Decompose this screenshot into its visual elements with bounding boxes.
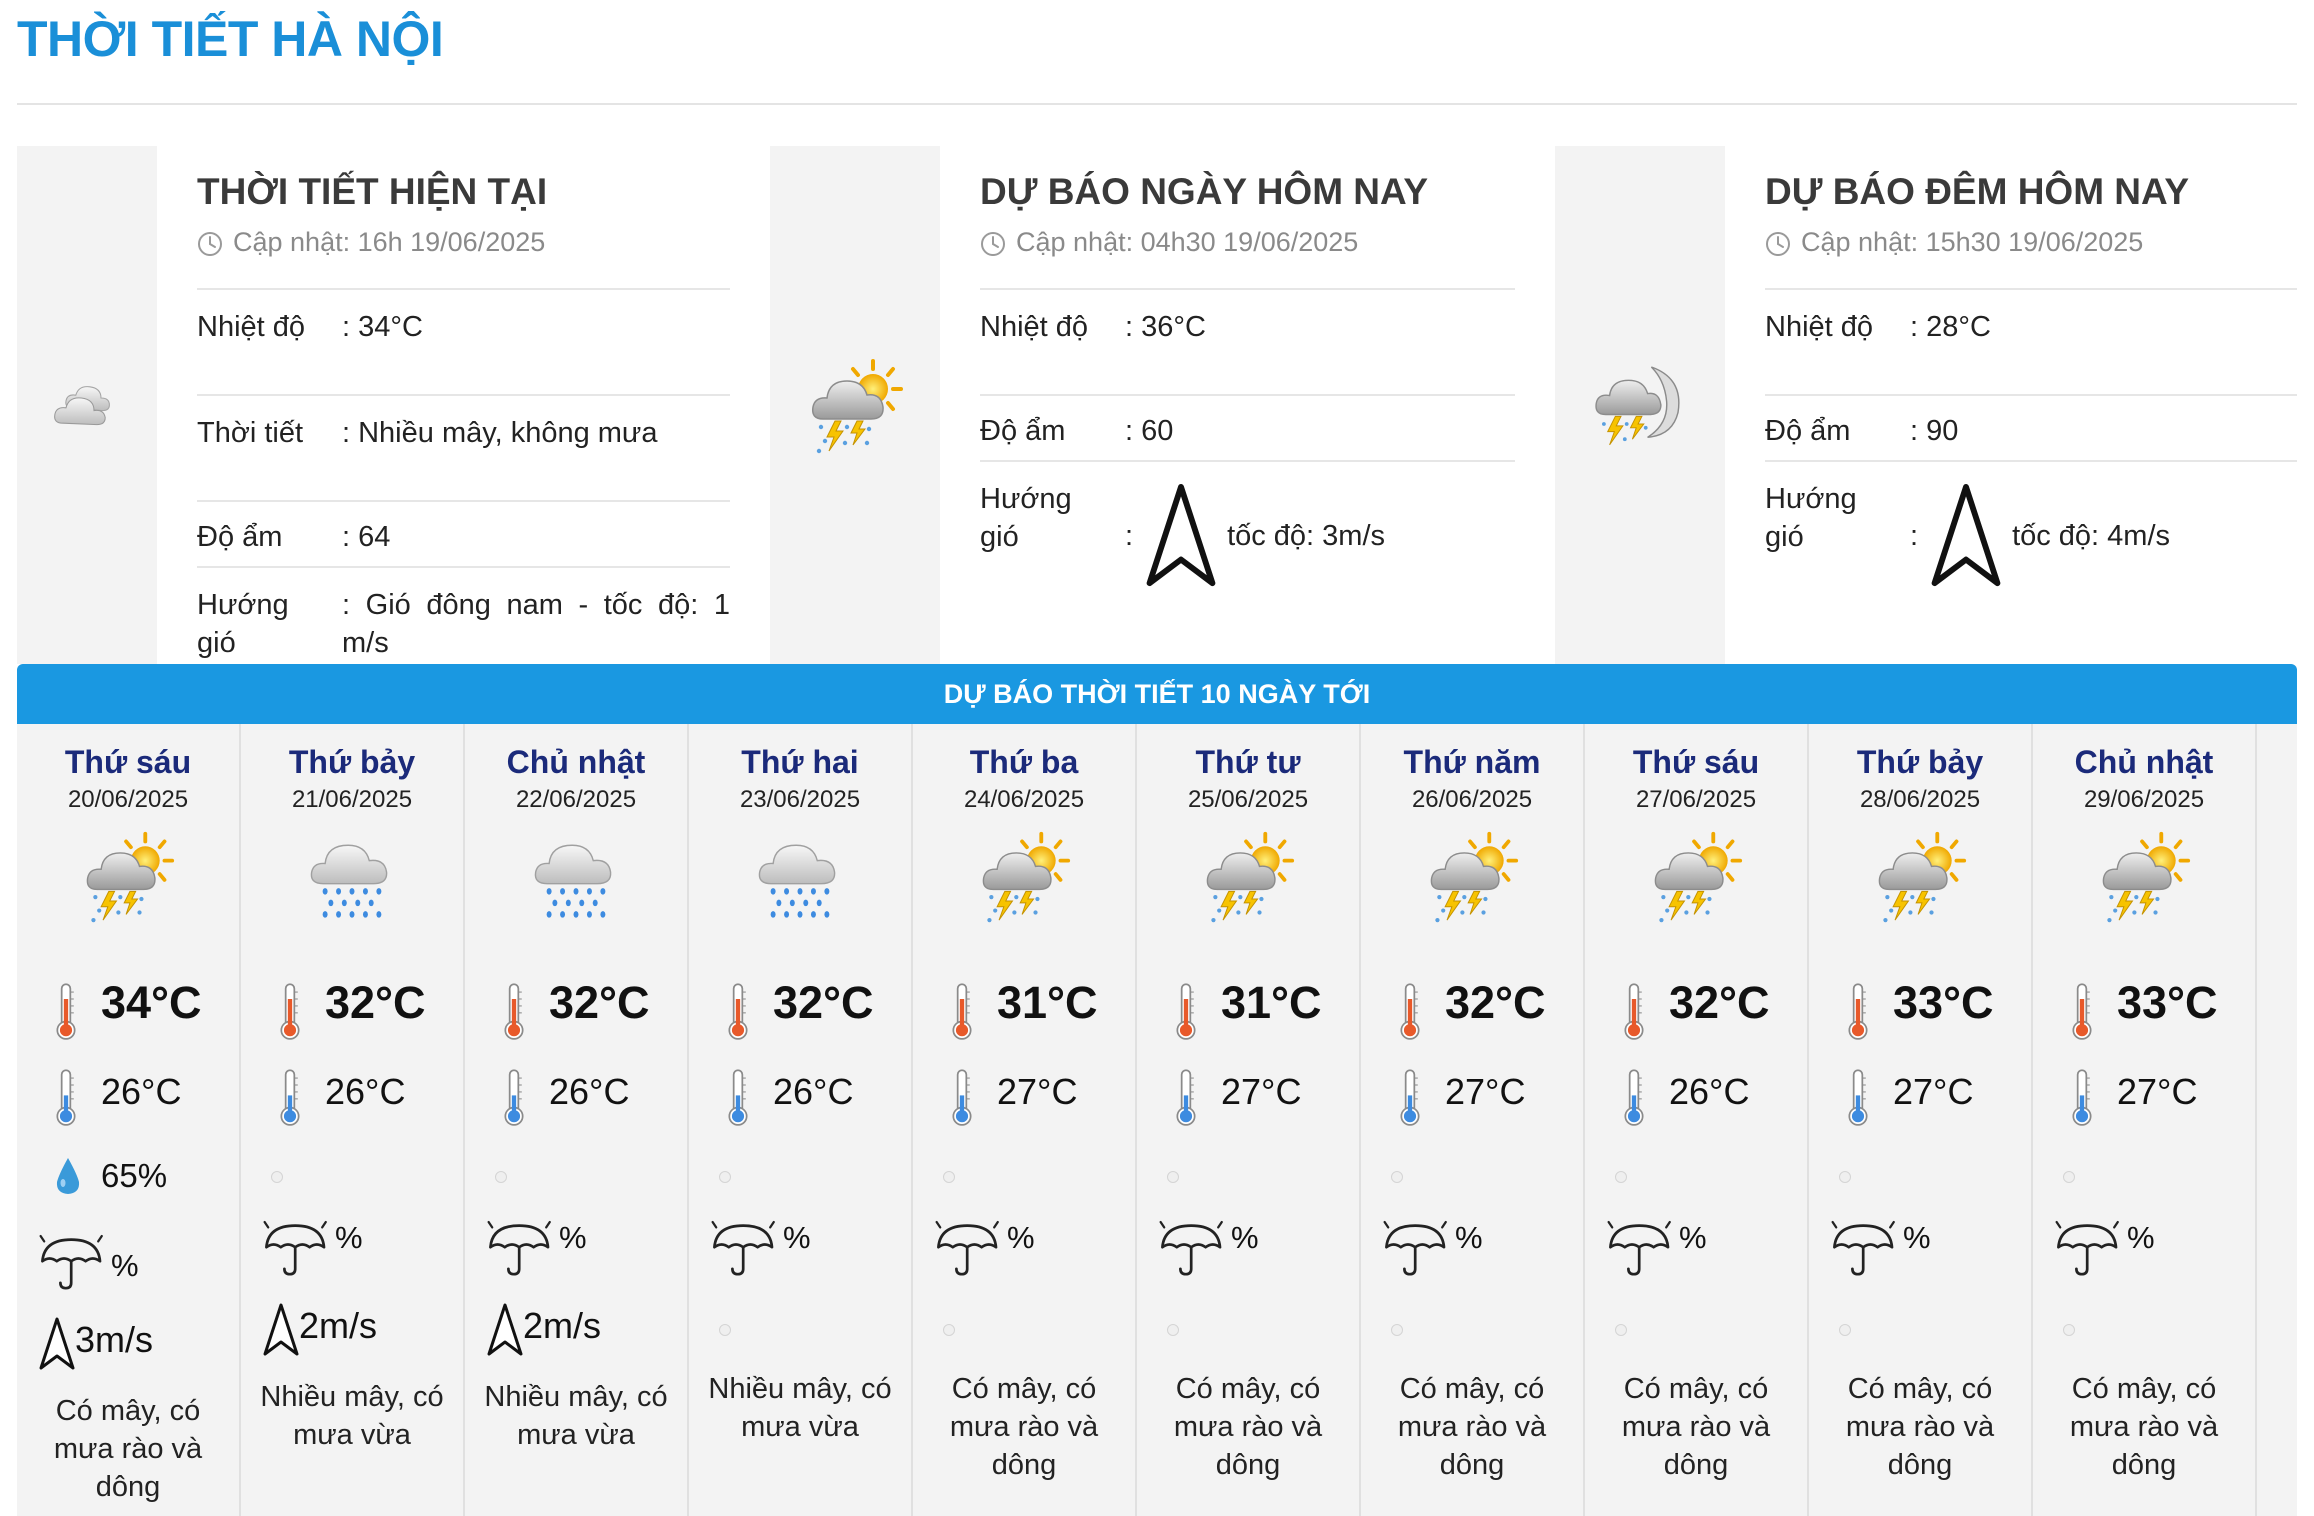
min-temp: 26°C [1669, 1071, 1750, 1112]
day-name: Thứ năm [1403, 744, 1541, 780]
tonight-wind-speed: tốc độ: 4m/s [2012, 520, 2171, 552]
weather-description: Có mây, có mưa rào và dông [1845, 1373, 1995, 1481]
max-temp: 31°C [997, 977, 1098, 1028]
thermometer-high-icon [2069, 980, 2095, 1044]
placeholder-dot [719, 1324, 731, 1336]
divider [980, 394, 1515, 396]
divider [197, 500, 730, 502]
max-temp: 31°C [1221, 977, 1322, 1028]
current-temp-value: : 34°C [342, 311, 423, 343]
weather-description: Nhiều mây, có mưa vừa [484, 1381, 668, 1451]
placeholder-dot [1615, 1324, 1627, 1336]
current-updated [197, 212, 545, 272]
thermometer-low-icon [1397, 1066, 1423, 1130]
clock-icon [1765, 231, 1791, 257]
cloudy-icon [52, 370, 122, 440]
thermometer-low-icon [949, 1066, 975, 1130]
today-title: DỰ BÁO NGÀY HÔM NAY [980, 171, 1429, 212]
rain-chance: % [559, 1220, 587, 1255]
divider [1765, 460, 2297, 462]
today-icon-panel [770, 146, 940, 664]
day-date: 26/06/2025 [1411, 786, 1533, 813]
placeholder-dot [1167, 1324, 1179, 1336]
day-name: Thứ bảy [1856, 744, 1984, 780]
thermometer-high-icon [1397, 980, 1423, 1044]
day-date: 24/06/2025 [963, 786, 1085, 813]
tonight-temp-value: : 28°C [1910, 311, 1991, 343]
forecast-day-column [1585, 724, 1809, 1516]
min-temp: 27°C [1445, 1071, 1526, 1112]
sun-thunderstorm-icon [1424, 828, 1520, 924]
wind-direction-arrow-icon [261, 1302, 301, 1358]
sun-thunderstorm-icon [1200, 828, 1296, 924]
thermometer-low-icon [1621, 1066, 1647, 1130]
thermometer-low-icon [1173, 1066, 1199, 1130]
placeholder-dot [495, 1171, 507, 1183]
humidity-value: 65% [101, 1157, 168, 1194]
rain-chance: % [1679, 1220, 1707, 1255]
weather-description: Có mây, có mưa rào và dông [1397, 1373, 1547, 1481]
min-temp: 27°C [1221, 1071, 1302, 1112]
day-name: Chủ nhật [2074, 744, 2214, 780]
day-date: 21/06/2025 [291, 786, 413, 813]
tonight-forecast-card [1555, 146, 2297, 664]
placeholder-dot [1391, 1324, 1403, 1336]
day-date: 20/06/2025 [67, 786, 189, 813]
thermometer-high-icon [949, 980, 975, 1044]
min-temp: 26°C [101, 1071, 182, 1112]
current-temp-label: Nhiệt độ [197, 311, 306, 343]
current-humidity-label: Độ ẩm [197, 521, 283, 553]
umbrella-icon [1829, 1220, 1901, 1278]
day-date: 29/06/2025 [2083, 786, 2205, 813]
rain-cloud-icon [752, 828, 848, 924]
day-name: Thứ hai [741, 744, 859, 780]
forecast-grid [17, 724, 2297, 1516]
tonight-wind-value [1910, 476, 2297, 596]
day-date: 22/06/2025 [515, 786, 637, 813]
forecast-header: DỰ BÁO THỜI TIẾT 10 NGÀY TỚI [17, 664, 2297, 724]
today-wind-speed: tốc độ: 3m/s [1227, 520, 1386, 552]
today-humidity-label: Độ ẩm [980, 415, 1066, 447]
divider [1765, 288, 2297, 290]
thermometer-high-icon [1621, 980, 1647, 1044]
max-temp: 32°C [1445, 977, 1546, 1028]
rain-chance: % [783, 1220, 811, 1255]
day-date: 23/06/2025 [739, 786, 861, 813]
current-humidity-value: : 64 [342, 521, 391, 553]
tonight-updated-text: Cập nhật: 15h30 19/06/2025 [1801, 227, 2144, 257]
tonight-title: DỰ BÁO ĐÊM HÔM NAY [1765, 171, 2190, 212]
placeholder-dot [2063, 1324, 2075, 1336]
day-name: Thứ bảy [288, 744, 416, 780]
tonight-wind-label: Hướng gió [1765, 483, 1857, 553]
today-humidity-value: : 60 [1125, 415, 1174, 447]
sun-thunderstorm-icon [2096, 828, 2192, 924]
wind-speed: 2m/s [523, 1305, 602, 1346]
rain-cloud-icon [304, 828, 400, 924]
today-updated [980, 212, 1358, 272]
today-temp-value: : 36°C [1125, 311, 1206, 343]
tonight-icon-panel [1555, 146, 1725, 664]
max-temp: 32°C [1669, 977, 1770, 1028]
umbrella-icon [933, 1220, 1005, 1278]
divider [980, 460, 1515, 462]
thermometer-low-icon [277, 1066, 303, 1130]
page-title: THỜI TIẾT HÀ NỘI [17, 11, 444, 67]
wind-colon: : [1910, 520, 1919, 552]
today-temp-label: Nhiệt độ [980, 311, 1089, 343]
tonight-humidity-value: : 90 [1910, 415, 1959, 447]
day-date: 25/06/2025 [1187, 786, 1309, 813]
umbrella-icon [709, 1220, 781, 1278]
divider [197, 394, 730, 396]
placeholder-dot [271, 1171, 283, 1183]
weather-description: Nhiều mây, có mưa vừa [260, 1381, 444, 1451]
weather-description: Có mây, có mưa rào và dông [53, 1395, 203, 1503]
wind-direction-arrow-icon [1926, 481, 2006, 591]
day-date: 27/06/2025 [1635, 786, 1757, 813]
sun-thunderstorm-icon [80, 828, 176, 924]
humidity-drop-icon [53, 1156, 83, 1196]
thermometer-high-icon [1173, 980, 1199, 1044]
day-name: Thứ sáu [64, 744, 192, 780]
tonight-temp-label: Nhiệt độ [1765, 311, 1874, 343]
today-wind-label: Hướng gió [980, 483, 1072, 553]
thermometer-high-icon [53, 980, 79, 1044]
placeholder-dot [1839, 1171, 1851, 1183]
current-wind-value: : Gió đông nam - tốc độ: 1 m/s [342, 589, 730, 659]
current-title: THỜI TIẾT HIỆN TẠI [197, 171, 548, 212]
day-name: Thứ sáu [1632, 744, 1760, 780]
placeholder-dot [719, 1171, 731, 1183]
thermometer-high-icon [501, 980, 527, 1044]
rain-chance: % [111, 1248, 139, 1283]
rain-chance: % [1903, 1220, 1931, 1255]
sun-thunderstorm-icon [805, 355, 905, 455]
thermometer-low-icon [501, 1066, 527, 1130]
weather-description: Nhiều mây, có mưa vừa [708, 1373, 892, 1443]
wind-direction-arrow-icon [37, 1316, 77, 1372]
umbrella-icon [1605, 1220, 1677, 1278]
weather-description: Có mây, có mưa rào và dông [2069, 1373, 2219, 1481]
current-updated-text: Cập nhật: 16h 19/06/2025 [233, 227, 546, 257]
max-temp: 33°C [1893, 977, 1994, 1028]
placeholder-dot [2063, 1171, 2075, 1183]
min-temp: 26°C [773, 1071, 854, 1112]
title-divider [17, 103, 2297, 105]
umbrella-icon [485, 1220, 557, 1278]
thermometer-high-icon [1845, 980, 1871, 1044]
min-temp: 26°C [549, 1071, 630, 1112]
max-temp: 32°C [549, 977, 650, 1028]
forecast-day-column [1361, 724, 1585, 1516]
current-icon-panel [17, 146, 157, 664]
max-temp: 33°C [2117, 977, 2218, 1028]
max-temp: 34°C [101, 977, 202, 1028]
weather-description: Có mây, có mưa rào và dông [949, 1373, 1099, 1481]
day-name: Thứ ba [969, 744, 1079, 780]
day-date: 28/06/2025 [1859, 786, 1981, 813]
tonight-updated [1765, 212, 2143, 272]
sun-thunderstorm-icon [1648, 828, 1744, 924]
wind-colon: : [1125, 520, 1134, 552]
current-wind-label: Hướng gió [197, 589, 289, 659]
divider [197, 288, 730, 290]
thermometer-high-icon [277, 980, 303, 1044]
umbrella-icon [261, 1220, 333, 1278]
forecast-day-column [913, 724, 1137, 1516]
thermometer-low-icon [725, 1066, 751, 1130]
wind-direction-arrow-icon [485, 1302, 525, 1358]
rain-chance: % [1007, 1220, 1035, 1255]
moon-thunderstorm-icon [1593, 358, 1688, 453]
placeholder-dot [1839, 1324, 1851, 1336]
forecast-day-column [1137, 724, 1361, 1516]
rain-chance: % [1231, 1220, 1259, 1255]
placeholder-dot [1167, 1171, 1179, 1183]
thermometer-low-icon [1845, 1066, 1871, 1130]
placeholder-dot [1391, 1171, 1403, 1183]
rain-chance: % [335, 1220, 363, 1255]
umbrella-icon [1157, 1220, 1229, 1278]
wind-speed: 2m/s [299, 1305, 378, 1346]
forecast-day-column [465, 724, 689, 1516]
sun-thunderstorm-icon [1872, 828, 1968, 924]
clock-icon [197, 231, 223, 257]
min-temp: 27°C [2117, 1071, 2198, 1112]
tonight-humidity-label: Độ ẩm [1765, 415, 1851, 447]
day-name: Chủ nhật [506, 744, 646, 780]
forecast-day-column [1809, 724, 2033, 1516]
forecast-day-column [2033, 724, 2257, 1516]
current-weather-label: Thời tiết [197, 417, 304, 449]
clock-icon [980, 231, 1006, 257]
umbrella-icon [1381, 1220, 1453, 1278]
rain-chance: % [1455, 1220, 1483, 1255]
sun-thunderstorm-icon [976, 828, 1072, 924]
weather-description: Có mây, có mưa rào và dông [1173, 1373, 1323, 1481]
rain-chance: % [2127, 1220, 2155, 1255]
umbrella-icon [2053, 1220, 2125, 1278]
min-temp: 27°C [997, 1071, 1078, 1112]
wind-speed: 3m/s [75, 1319, 154, 1360]
thermometer-low-icon [53, 1066, 79, 1130]
weather-description: Có mây, có mưa rào và dông [1621, 1373, 1771, 1481]
wind-direction-arrow-icon [1141, 481, 1221, 591]
today-updated-text: Cập nhật: 04h30 19/06/2025 [1016, 227, 1359, 257]
today-forecast-card [770, 146, 1515, 664]
divider [980, 288, 1515, 290]
current-weather-card [17, 146, 730, 664]
day-name: Thứ tư [1195, 744, 1301, 780]
divider [197, 566, 730, 568]
forecast-day-column [689, 724, 913, 1516]
umbrella-icon [37, 1234, 109, 1292]
forecast-day-column [17, 724, 241, 1516]
rain-cloud-icon [528, 828, 624, 924]
forecast-day-column [241, 724, 465, 1516]
divider [1765, 394, 2297, 396]
today-wind-value [1125, 476, 1515, 596]
placeholder-dot [1615, 1171, 1627, 1183]
thermometer-high-icon [725, 980, 751, 1044]
min-temp: 27°C [1893, 1071, 1974, 1112]
thermometer-low-icon [2069, 1066, 2095, 1130]
placeholder-dot [943, 1171, 955, 1183]
min-temp: 26°C [325, 1071, 406, 1112]
max-temp: 32°C [325, 977, 426, 1028]
max-temp: 32°C [773, 977, 874, 1028]
placeholder-dot [943, 1324, 955, 1336]
current-weather-value: : Nhiều mây, không mưa [342, 417, 658, 449]
